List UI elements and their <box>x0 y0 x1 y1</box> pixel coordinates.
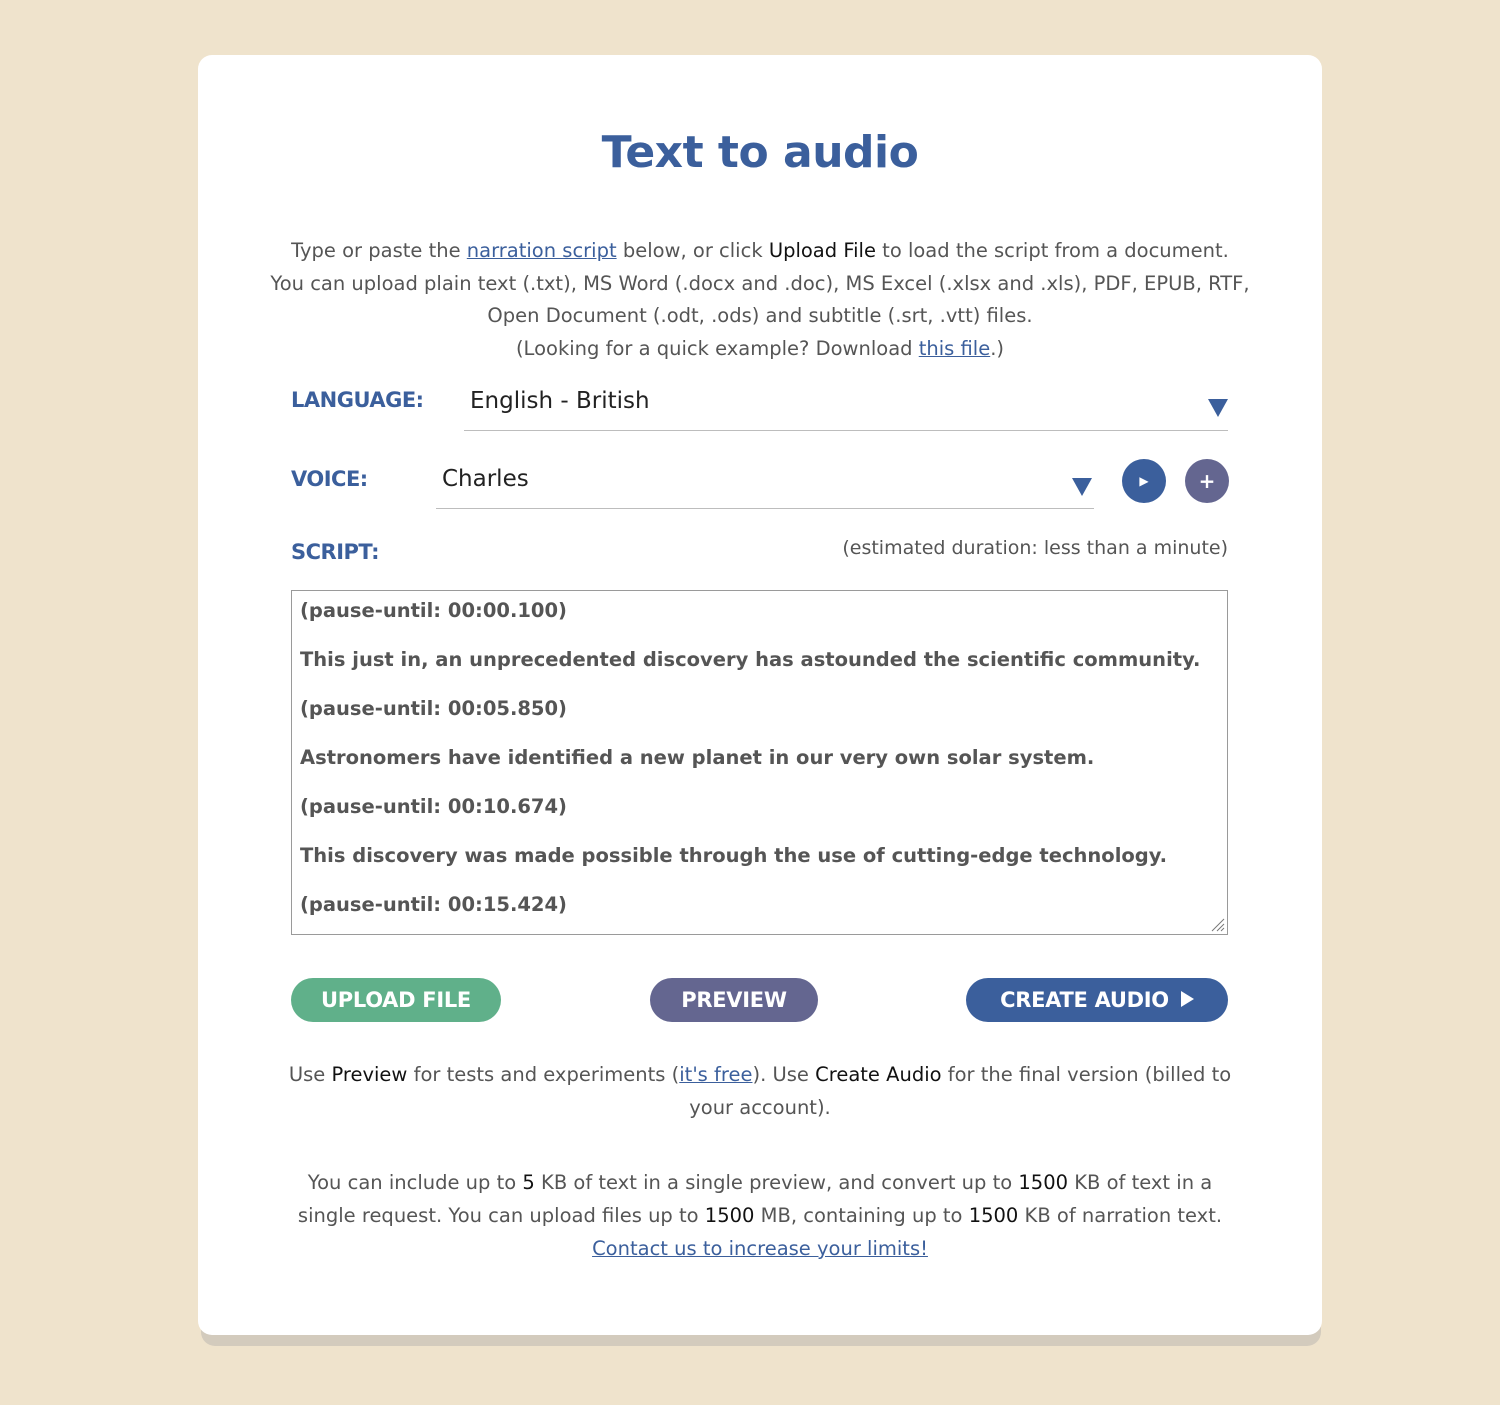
script-line: (pause-until: 00:05.850) <box>300 697 567 720</box>
script-line: (pause-until: 00:15.424) <box>300 893 567 916</box>
contact-us-link[interactable]: Contact us to increase your limits! <box>592 1237 928 1260</box>
language-value: English - British <box>470 388 650 414</box>
play-icon: ▶ <box>1139 474 1149 488</box>
preview-limit: 5 <box>522 1171 535 1194</box>
create-audio-strong: Create Audio <box>815 1063 942 1086</box>
script-textarea[interactable] <box>291 590 1228 935</box>
page-title: Text to audio <box>601 127 919 178</box>
create-audio-button[interactable] <box>966 978 1228 1022</box>
intro-text: Type or paste the narration script below, or click Upload File to load the script from a document. You can upload plain text (.txt), MS Word (.docx and .doc), MS Excel (.xlsx and .xls), PDF, EPUB, RTF, Open Document (.odt, .ods) and subtitle (.srt, .vtt) files. (Looking for a quick example? Download this file.) <box>270 239 1250 360</box>
play-voice-button[interactable] <box>1122 459 1166 503</box>
script-line: (pause-until: 00:00.100) <box>300 599 567 622</box>
script-line: (pause-until: 00:10.674) <box>300 795 567 818</box>
language-label: LANGUAGE: <box>291 388 424 412</box>
script-label: SCRIPT: <box>291 540 379 564</box>
create-audio-label: CREATE AUDIO <box>1000 988 1169 1012</box>
preview-strong: Preview <box>331 1063 408 1086</box>
usage-note: Use Preview for tests and experiments (it's free). Use Create Audio for the final version (billed to your account). <box>288 1063 1232 1119</box>
voice-value: Charles <box>442 466 529 492</box>
main-card <box>198 55 1322 1335</box>
limits-note: You can include up to 5 KB of text in a single preview, and convert up to 1500 KB of text in a single request. You can upload files up to 1500 MB, containing up to 1500 KB of narration text. Contact us to increase your limits! <box>297 1171 1223 1260</box>
resize-handle-icon[interactable] <box>1209 916 1225 932</box>
upload-file-strong: Upload File <box>768 239 876 262</box>
file-size-limit: 1500 <box>704 1204 755 1227</box>
language-select[interactable] <box>464 382 1228 431</box>
chevron-down-icon <box>1208 399 1228 417</box>
preview-button[interactable]: PREVIEW <box>650 978 818 1022</box>
chevron-down-icon <box>1072 478 1092 496</box>
convert-limit: 1500 <box>1018 1171 1069 1194</box>
voice-select[interactable] <box>436 460 1094 509</box>
example-file-link[interactable]: this file <box>918 336 991 360</box>
narration-script-link[interactable]: narration script <box>466 239 617 262</box>
voice-label: VOICE: <box>291 467 368 491</box>
plus-icon: + <box>1198 469 1216 493</box>
its-free-link[interactable]: it's free <box>679 1063 753 1086</box>
estimated-duration: (estimated duration: less than a minute) <box>842 537 1228 559</box>
narration-limit: 1500 <box>968 1204 1019 1227</box>
script-line: Astronomers have identified a new planet in our very own solar system. <box>300 746 1095 769</box>
add-voice-button[interactable] <box>1185 459 1229 503</box>
script-line: This just in, an unprecedented discovery has astounded the scientific community. <box>300 648 1201 671</box>
play-icon <box>1181 991 1194 1007</box>
upload-file-button[interactable]: UPLOAD FILE <box>291 978 501 1022</box>
script-line: This discovery was made possible through the use of cutting-edge technology. <box>300 844 1168 867</box>
